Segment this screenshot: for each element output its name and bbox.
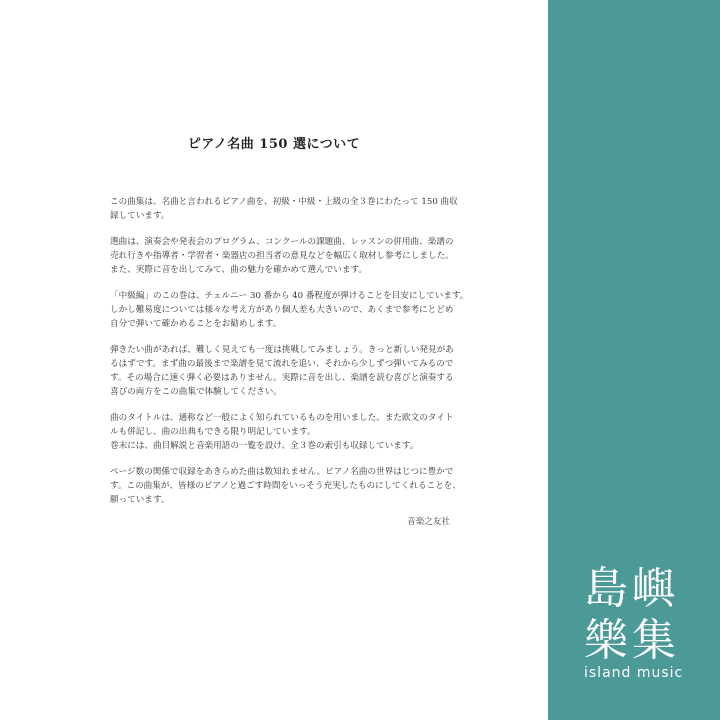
paragraph-line: 曲のタイトルは、通称など一般によく知られているものを用いました。また欧文のタイト	[110, 413, 454, 423]
paragraph	[110, 411, 454, 453]
paragraph-line: 喜びの両方をこの曲集で体験してください。	[110, 387, 282, 397]
paragraph-line: ルも併記し、曲の出典もできる限り明記しています。	[110, 427, 316, 437]
paragraph	[110, 195, 458, 223]
paragraph	[110, 343, 454, 399]
brand-sidebar	[548, 0, 720, 720]
logo-row-2: 樂集	[584, 615, 680, 666]
paragraph-line: 巻末には、曲目解説と音楽用語の一覧を設け、全３巻の索引も収録しています。	[110, 441, 419, 451]
paragraph-line: 売れ行きや指導者・学習者・楽器店の担当者の意見などを幅広く取材し参考にしました。	[110, 251, 454, 261]
paragraph-line: 弾きたい曲があれば、難しく見えても一度は挑戦してみましょう。きっと新しい発見があ	[110, 345, 454, 355]
document-body	[110, 195, 469, 519]
logo-english: island music	[584, 665, 684, 681]
paragraph-line: また、実際に音を出してみて、曲の魅力を確かめて選んでいます。	[110, 265, 367, 275]
paragraph-line: 自分で弾いて確かめることをお勧めします。	[110, 319, 282, 329]
paragraph-line: 選曲は、演奏会や発表会のプログラム、コンクールの課題曲、レッスンの併用曲、楽譜の	[110, 237, 454, 247]
paragraph	[110, 465, 461, 507]
paragraph	[110, 235, 454, 277]
paragraph-line: 願っています。	[110, 495, 170, 505]
paragraph-line: 録しています。	[110, 211, 170, 221]
paragraph-line: す。その場合に速く弾く必要はありません。実際に音を出し、楽譜を読む喜びと演奏する	[110, 373, 454, 383]
paragraph	[110, 289, 469, 331]
page-title: ピアノ名曲 150 選について	[187, 137, 361, 152]
paragraph-line: るはずです。まず曲の最後まで楽譜を見て流れを追い、それから少しずつ弾いてみるので	[110, 359, 454, 369]
island-music-logo	[584, 563, 694, 681]
paragraph-line: ページ数の関係で収録をあきらめた曲は数知れません。ピアノ名曲の世界はじつに豊かで	[110, 467, 454, 477]
paragraph-line: しかし難易度については様々な考え方があり個人差も大きいので、あくまで参考にとどめ	[110, 305, 454, 315]
paragraph-line: 「中級編」のこの巻は、チェルニー 30 番から 40 番程度が弾けることを目安にしています。	[110, 291, 469, 301]
paragraph-line: この曲集は、名曲と言われるピアノ曲を、初級・中級・上級の全３巻にわたって 150 曲収	[110, 197, 458, 207]
paragraph-line: す。この曲集が、皆様のピアノと過ごす時間をいっそう充実したものにしてくれることを、	[110, 481, 461, 491]
publisher-signature: 音楽之友社	[407, 517, 450, 527]
logo-row-1: 島嶼	[584, 563, 680, 614]
